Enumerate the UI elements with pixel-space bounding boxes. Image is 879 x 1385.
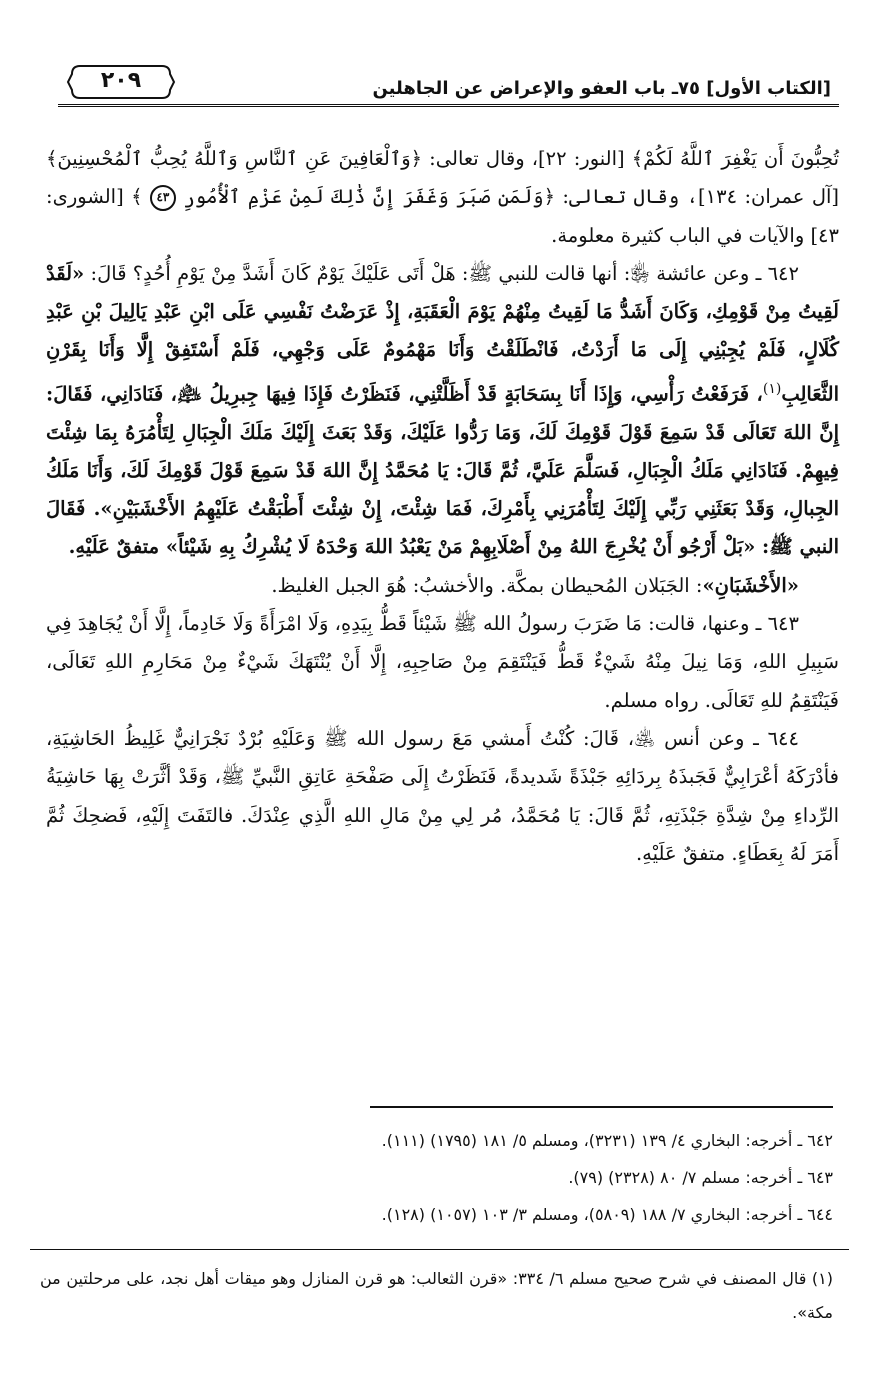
main-text (46, 140, 839, 873)
verses-paragraph (46, 140, 839, 255)
hadith-642-text-2: ، فَرَفَعْتُ رَأْسِي، وَإِذَا أَنَا بِسَحَابَةٍ قَدْ أَظَلَّتْنِي، فَنَظَرْتُ فَإِذَا فِيهَا جِبرِيلُ ﵇، فَنَادَانِي، فَقَالَ: إِنَّ اللهَ تَعَالَى قَدْ سَمِعَ قَوْلَ قَوْمِكَ لَكَ، وَمَا رَدُّوا عَلَيْكَ، وَقَدْ بَعَثَ إِلَيْكَ مَلَكَ الْجِبَالِ لِتَأْمُرَهُ بِمَا شِئْتَ فِيهِمْ. فَنَادَانِي مَلَكُ الْجِبَالِ، فَسَلَّمَ عَلَيَّ، ثُمَّ قَالَ: يَا مُحَمَّدُ إِنَّ اللهَ قَدْ سَمِعَ قَوْلَ قَوْمِكَ لَكَ، وَأَنَا مَلَكُ الجِبالِ، وَقَدْ بَعَثَنِي رَبِّي إِلَيْكَ لِتَأْمُرَنِي بِأَمْرِكَ، فَمَا شِئْتَ، إِنْ شِئْتَ أَطْبَقْتُ عَلَيْهِمُ الأَخْشَبَيْنِ». فَقَالَ النبي ﷺ: «بَلْ أَرْجُو أَنْ يُخْرِجَ اللهُ مِنْ أَصْلَابِهِمْ مَنْ يَعْبُدُ اللهَ وَحْدَهُ لَا يُشْرِكُ بِهِ شَيْئاً» متفقٌ عَلَيْهِ. (46, 382, 839, 559)
footnote-marker[interactable]: (١) (762, 380, 782, 397)
footnote: (١) قال المصنف في شرح صحيح مسلم ٦/ ٣٣٤: «قرن الثعالب: هو قرن المنازل وهو ميقات أهل نجد، على مرحلتين من مكة». (40, 1269, 834, 1322)
header-rule (58, 104, 839, 107)
running-title: [الكتاب الأول] ٧٥ـ باب العفو والإعراض عن الجاهلين (372, 78, 831, 99)
gloss-paragraph (46, 567, 839, 605)
page-number-frame (66, 64, 176, 100)
hadith-642-lead: ٦٤٢ ـ وعن عائشة ﵂: أنها قالت للنبي ﷺ: هَلْ أَتَى عَلَيْكَ يَوْمٌ كَانَ أَشَدَّ مِنْ يَوْمِ أُحُدٍ؟ قَالَ: (90, 261, 799, 285)
page-header (48, 58, 839, 108)
hadith-643: ٦٤٣ ـ وعنها، قالت: مَا ضَرَبَ رسولُ الله ﷺ شَيْئاً قَطُّ بِيَدِهِ، وَلَا امْرَأَةً وَلَا خَادِماً، إِلَّا أَنْ يُجَاهِدَ فِي سَبِيلِ اللهِ، وَمَا نِيلَ مِنْهُ شَيْءٌ قَطُّ فَيَنْتَقِمَ مِنْ صَاحِبِهِ، إِلَّا أَنْ يُنْتَهَكَ شَيْءٌ مِنْ مَحَارِمِ اللهِ تَعَالَى، فَيَنْتَقِمُ للهِ تَعَالَى. رواه مسلم. (46, 612, 839, 712)
reference-item: ٦٤٣ ـ أخرجه: مسلم ٧/ ٨٠ (٢٣٢٨) (٧٩). (568, 1168, 833, 1187)
hadith-642 (46, 255, 839, 567)
gloss-term: «الأَخْشَبَانِ» (702, 573, 799, 597)
verses-text: تُحِبُّونَ أَن يَغْفِرَ ٱللَّهُ لَكُمْ﴾ [النور: ٢٢]، وقال تعالى: ﴿وَٱلْعَافِينَ عَنِ ٱلنَّاسِ وَٱللَّهُ يُحِبُّ ٱلْمُحْسِنِينَ﴾ [آل عمران: ١٣٤]، وقال تعالى: ﴿وَلَمَن صَبَرَ وَغَفَرَ إِنَّ ذَٰلِكَ لَمِنْ عَزْمِ ٱلْأُمُورِ (46, 147, 840, 209)
reference-item: ٦٤٤ ـ أخرجه: البخاري ٧/ ١٨٨ (٥٨٠٩)، ومسلم ٣/ ١٠٣ (١٠٥٧) (١٢٨). (381, 1205, 833, 1224)
references (46, 1122, 833, 1233)
page-number: ٢٠٩ (100, 68, 142, 93)
footnote-rule (30, 1249, 849, 1250)
reference-item: ٦٤٢ ـ أخرجه: البخاري ٤/ ١٣٩ (٣٢٣١)، ومسلم ٥/ ١٨١ (١٧٩٥) (١١١). (381, 1131, 833, 1150)
gloss-text: : الجَبَلان المُحيطان بمكَّة. والأخشبُ: هُوَ الجبل الغليظ. (271, 573, 703, 597)
hadith-642-text: «لَقَدْ لَقِيتُ مِنْ قَوْمِكِ، وَكَانَ أَشَدُّ مَا لَقِيتُ مِنْهُمْ يَوْمَ الْعَقَبَةِ، إِذْ عَرَضْتُ نَفْسِي عَلَى ابْنِ عَبْدِ يَالِيلَ بْنِ عَبْدِ كُلَالٍ، فَلَمْ يُجِبْنِي إِلَى مَا أَرَدْتُ، فَانْطَلَقْتُ وَأَنَا مَهْمُومٌ عَلَى وَجْهِي، فَلَمْ أَسْتَفِقْ إِلَّا وَأَنَا بِقَرْنِ الثَّعَالِبِ (46, 261, 839, 406)
hadith-644: ٦٤٤ ـ وعن أنس ﵁، قَالَ: كُنْتُ أَمشي مَعَ رسول الله ﷺ وَعَلَيْهِ بُرْدٌ نَجْرَانِيٌّ غَلِيظُ الحَاشِيَةِ، فأدْرَكَهُ أعْرَابِيٌّ فَجَبذَهُ بِردَائِهِ جَبْذَةً شَديدةً، فَنَظَرْتُ إِلَى صَفْحَةِ عَاتِقِ النَّبيِّ ﷺ، وَقَدْ أثَّرَتْ بِهَا حَاشِيَةُ الرِّداءِ مِنْ شِدَّةِ جَبْذَتِهِ، ثُمَّ قَالَ: يَا مُحَمَّدُ، مُر لِي مِنْ مَالِ اللهِ الَّذِي عِنْدَكَ. فالتَفَتَ إِلَيْهِ، فَضحِكَ ثُمَّ أَمَرَ لَهُ بِعَطَاءٍ. متفقٌ عَلَيْهِ. (46, 726, 839, 865)
ayah-number-icon: ٤٣ (150, 185, 176, 211)
verses-text-end: ﴾ [الشورى: ٤٣] والآيات في الباب كثيرة معلومة. (46, 185, 839, 247)
references-rule (370, 1106, 833, 1108)
